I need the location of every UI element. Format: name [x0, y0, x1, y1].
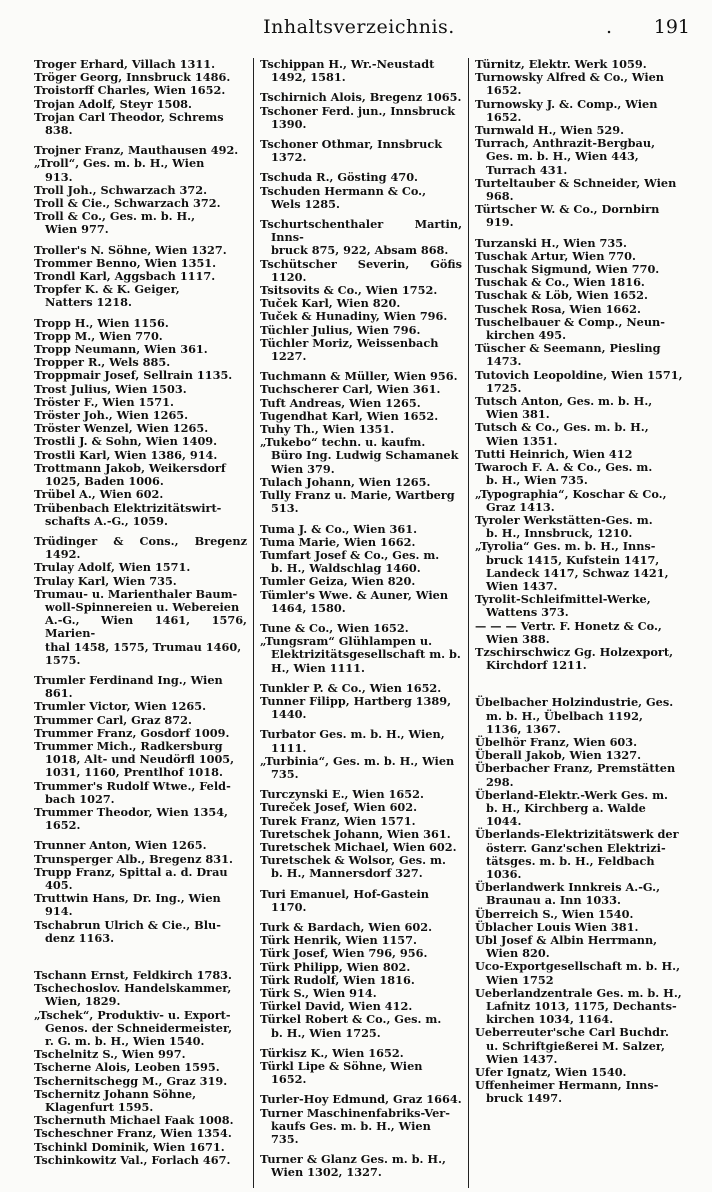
index-entry: Turzanski H., Wien 735.: [475, 235, 627, 250]
index-entry: Tumfart Josef & Co., Ges. m. b. H., Waldschlag 1460.: [260, 547, 440, 576]
index-entry: Trostli J. & Sohn, Wien 1409.: [34, 434, 218, 449]
page-title: Inhaltsverzeichnis.: [263, 16, 455, 38]
index-entry: Trommer Benno, Wien 1351.: [34, 255, 217, 270]
index-entry: Tschinkowitz Val., Forlach 467.: [34, 1152, 231, 1167]
index-entry: Überreich S., Wien 1540.: [475, 906, 634, 921]
index-entry: Tuchmann & Müller, Wien 956.: [260, 369, 458, 384]
index-entry: Trojner Franz, Mauthausen 492.: [34, 143, 239, 158]
index-entry: Trumler Victor, Wien 1265.: [34, 699, 207, 714]
index-entry: Turetschek Johann, Wien 361.: [260, 826, 451, 841]
index-entry: Turteltauber & Schneider, Wien 968.: [475, 175, 677, 204]
index-entry: Tsitsovits & Co., Wien 1752.: [260, 283, 438, 298]
index-entry: Tuft Andreas, Wien 1265.: [260, 395, 421, 410]
index-entry: Tutovich Leopoldine, Wien 1571, 1725.: [475, 367, 683, 395]
index-entry: Turk & Bardach, Wien 602.: [260, 919, 433, 934]
index-entry: Tropp H., Wien 1156.: [34, 315, 169, 330]
index-entry: Tuček & Hunadiny, Wien 796.: [260, 309, 448, 324]
index-entry: Turi Emanuel, Hof-Gastein 1170.: [260, 886, 430, 914]
index-entry: Tuma J. & Co., Wien 361.: [260, 521, 418, 536]
index-entry: Tschuden Hermann & Co., Wels 1285.: [260, 183, 427, 211]
index-entry: Trüdinger & Cons., Bregenz 1492.: [34, 533, 247, 562]
index-entry: Tuchscherer Carl, Wien 361.: [260, 382, 441, 397]
index-entry: Türnitz, Elektr. Werk 1059.: [475, 57, 647, 71]
index-entry: Tschernuth Michael Faak 1008.: [34, 1113, 234, 1128]
index-entry: Trummer Mich., Radkersburg 1018, Alt- und Neudörfl 1005, 1031, 1160, Prentlhof 1018.: [34, 738, 235, 780]
index-entry: Tschirnich Alois, Bregenz 1065.: [260, 90, 462, 105]
index-entry: Trottmann Jakob, Weikersdorf 1025, Baden 1006.: [34, 460, 226, 489]
index-entry: „Troll“, Ges. m. b. H., Wien 913.: [34, 156, 205, 184]
index-entry: Tuschak Artur, Wien 770.: [475, 248, 636, 263]
index-entry: Uco-Exportgesellschaft m. b. H., Wien 1752: [475, 959, 681, 987]
index-entry: Tschann Ernst, Feldkirch 1783.: [34, 968, 232, 982]
index-entry: Tuček Karl, Wien 820.: [260, 296, 401, 311]
index-entry: Trostli Karl, Wien 1386, 914.: [34, 447, 218, 462]
index-entry: „Tungsram“ Glühlampen u. Elektrizitätsgesellschaft m. b. H., Wien 1111.: [260, 634, 461, 675]
index-entry: Tschuda R., Gösting 470.: [260, 170, 418, 185]
index-entry: Tschütscher Severin, Göfis 1120.: [260, 256, 462, 284]
index-entry: Tyrolit-Schleifmittel-Werke, Wattens 373.: [475, 592, 651, 620]
index-entry: Troistorff Charles, Wien 1652.: [34, 83, 226, 98]
index-entry: Üblacher Louis Wien 381.: [475, 919, 639, 934]
index-entry: Tugendhat Karl, Wien 1652.: [260, 408, 439, 423]
index-entry: Tschinkl Dominik, Wien 1671.: [34, 1139, 225, 1154]
index-entry: Tschoner Ferd. jun., Innsbruck 1390.: [260, 103, 456, 131]
index-entry: Tscheschner Franz, Wien 1354.: [34, 1126, 232, 1141]
index-entry: Tröger Georg, Innsbruck 1486.: [34, 70, 231, 85]
index-entry: Tutsch & Co., Ges. m. b. H., Wien 1351.: [475, 420, 649, 448]
index-entry: Türk Rudolf, Wien 1816.: [260, 972, 415, 987]
index-entry: Trummer Theodor, Wien 1354, 1652.: [34, 804, 228, 833]
index-entry: Tutti Heinrich, Wien 412: [475, 446, 633, 461]
index-entry: Ubl Josef & Albin Herrmann, Wien 820.: [475, 933, 658, 961]
index-entry: Tuma Marie, Wien 1662.: [260, 534, 416, 549]
index-entry: Tröster F., Wien 1571.: [34, 394, 174, 409]
index-entry: Ufer Ignatz, Wien 1540.: [475, 1065, 627, 1080]
index-entry: Trunner Anton, Wien 1265.: [34, 838, 207, 853]
index-entry: Trupp Franz, Spittal a. d. Drau 405.: [34, 864, 228, 892]
index-entry: Trübenbach Elektrizitätswirt- schafts A.-G., 1059.: [34, 500, 222, 528]
index-entry: Truttwin Hans, Dr. Ing., Wien 914.: [34, 891, 221, 919]
index-entry: Tzschirschwicz Gg. Holzexport, Kirchdorf 1211.: [475, 644, 673, 673]
index-entry: Türtscher W. & Co., Dornbirn 919.: [475, 202, 660, 230]
index-entry: „Turbinia“, Ges. m. b. H., Wien 735.: [260, 753, 455, 781]
index-entry: Trummer Franz, Gosdorf 1009.: [34, 725, 230, 740]
index-entry: Türk Philipp, Wien 802.: [260, 959, 411, 974]
index-entry: „Tukebo“ techn. u. kaufm. Büro Ing. Ludwig Schamanek Wien 379.: [260, 435, 459, 476]
index-entry: Tschernitschegg M., Graz 319.: [34, 1073, 228, 1088]
index-entry: Troll & Co., Ges. m. b. H., Wien 977.: [34, 209, 196, 237]
index-entry: Türk Henrik, Wien 1157.: [260, 933, 417, 948]
index-entry: Trojan Adolf, Steyr 1508.: [34, 96, 192, 111]
index-entry: Tropper R., Wels 885.: [34, 355, 171, 370]
index-entry: Turler-Hoy Edmund, Graz 1664.: [260, 1092, 462, 1107]
index-entry: Tropp M., Wien 770.: [34, 328, 163, 343]
index-entry: Tuschak Sigmund, Wien 770.: [475, 262, 660, 277]
index-entry: Tschelnitz S., Wien 997.: [34, 1047, 186, 1062]
index-entry: Überlands-Elektrizitätswerk der österr. Ganz'schen Elektrizi- tätsges. m. b. H., Feldbach 1036.: [475, 827, 679, 881]
index-entry: Tune & Co., Wien 1652.: [260, 620, 409, 635]
index-entry: Trondl Karl, Aggsbach 1117.: [34, 269, 216, 284]
index-entry: Trulay Karl, Wien 735.: [34, 573, 177, 588]
index-entry: Tröster Joh., Wien 1265.: [34, 408, 189, 423]
index-entry: Türkisz K., Wien 1652.: [260, 1045, 404, 1060]
index-entry: Tuschak & Co., Wien 1816.: [475, 275, 645, 290]
index-entry: Turbator Ges. m. b. H., Wien, 1111.: [260, 727, 445, 755]
index-entry: Ueberlandzentrale Ges. m. b. H., Lafnitz 1013, 1175, Dechants- kirchen 1034, 1164.: [475, 985, 682, 1027]
index-entry: Turetschek & Wolsor, Ges. m. b. H., Mannersdorf 327.: [260, 853, 446, 881]
index-entry: Tümler's Wwe. & Auner, Wien 1464, 1580.: [260, 587, 449, 615]
index-entry: Tuschek Rosa, Wien 1662.: [475, 301, 641, 316]
index-entry: Turnwald H., Wien 529.: [475, 123, 625, 138]
index-entry: Tyroler Werkstätten-Ges. m. b. H., Innsbruck, 1210.: [475, 512, 653, 541]
index-entry: „Typographia“, Koschar & Co., Graz 1413.: [475, 486, 667, 514]
index-columns: [34, 58, 706, 1188]
index-entry: „Tyrolia“ Ges. m. b. H., Inns- bruck 1415, Kufstein 1417, Landeck 1417, Schwaz 1421, Wien 1437.: [475, 539, 669, 593]
index-entry: Troger Erhard, Villach 1311.: [34, 57, 216, 71]
index-entry: Turnowsky Alfred & Co., Wien 1652.: [475, 70, 665, 98]
index-entry: Turetschek Michael, Wien 602.: [260, 839, 457, 854]
index-entry: Trost Julius, Wien 1503.: [34, 381, 187, 396]
index-entry: Turek Franz, Wien 1571.: [260, 813, 416, 828]
index-entry: Tschurtschenthaler Martin, Inns- bruck 875, 922, Absam 868.: [260, 217, 462, 258]
header-mark: .: [605, 16, 612, 38]
index-entry: Twaroch F. A. & Co., Ges. m. b. H., Wien 735.: [475, 460, 653, 488]
index-entry: Überbacher Franz, Premstätten 298.: [475, 761, 676, 789]
page-header: [28, 14, 690, 50]
index-entry: — — — Vertr. F. Honetz & Co., Wien 388.: [475, 618, 662, 646]
index-entry: Tully Franz u. Marie, Wartberg 513.: [260, 488, 455, 516]
index-column-right: [469, 58, 706, 1188]
index-entry: Übelbacher Holzindustrie, Ges. m. b. H., Übelbach 1192, 1136, 1367.: [475, 695, 674, 736]
index-entry: Überland-Elektr.-Werk Ges. m. b. H., Kirchberg a. Walde 1044.: [475, 787, 668, 829]
index-entry: Trojan Carl Theodor, Schrems 838.: [34, 109, 224, 138]
index-entry: Tüchler Moriz, Weissenbach 1227.: [260, 335, 439, 364]
index-entry: Trulay Adolf, Wien 1571.: [34, 560, 191, 575]
index-entry: Tropfer K. & K. Geiger, Natters 1218.: [34, 282, 180, 310]
index-entry: Türk S., Wien 914.: [260, 986, 377, 1000]
index-entry: Troppmair Josef, Sellrain 1135.: [34, 368, 233, 383]
index-entry: Tüscher & Seemann, Piesling 1473.: [475, 341, 661, 369]
index-entry: Trunsperger Alb., Bregenz 831.: [34, 851, 233, 866]
index-entry: Tschippan H., Wr.-Neustadt 1492, 1581.: [260, 57, 435, 85]
index-entry: Tropp Neumann, Wien 361.: [34, 342, 208, 357]
index-entry: Tröster Wenzel, Wien 1265.: [34, 421, 209, 436]
index-entry: Turner & Glanz Ges. m. b. H., Wien 1302, 1327.: [260, 1152, 446, 1180]
index-entry: Tuhy Th., Wien 1351.: [260, 422, 395, 437]
index-entry: Tumler Geiza, Wien 820.: [260, 574, 416, 589]
index-entry: Turnowsky J. &. Comp., Wien 1652.: [475, 96, 658, 124]
index-column-middle: [253, 58, 469, 1188]
index-entry: Turner Maschinenfabriks-Ver- kaufs Ges. m. b. H., Wien 735.: [260, 1105, 450, 1147]
page-number: 191: [653, 16, 690, 38]
index-entry: Tscherne Alois, Leoben 1595.: [34, 1060, 220, 1075]
index-entry: Troller's N. Söhne, Wien 1327.: [34, 242, 227, 257]
index-entry: Trummer Carl, Graz 872.: [34, 712, 192, 727]
index-entry: Übelhör Franz, Wien 603.: [475, 734, 638, 749]
index-entry: Tulach Johann, Wien 1265.: [260, 474, 431, 489]
index-entry: Troll Joh., Schwarzach 372.: [34, 182, 207, 197]
index-entry: Turczynski E., Wien 1652.: [260, 787, 424, 802]
index-entry: Tunkler P. & Co., Wien 1652.: [260, 680, 442, 695]
index-entry: Tutsch Anton, Ges. m. b. H., Wien 381.: [475, 394, 653, 422]
index-entry: Überall Jakob, Wien 1327.: [475, 748, 642, 763]
index-entry: Troll & Cie., Schwarzach 372.: [34, 196, 221, 211]
index-entry: Tschoner Othmar, Innsbruck 1372.: [260, 137, 443, 165]
index-entry: Überlandwerk Innkreis A.-G., Braunau a. Inn 1033.: [475, 880, 660, 908]
index-entry: Turrach, Anthrazit-Bergbau, Ges. m. b. H., Wien 443, Turrach 431.: [475, 136, 656, 177]
index-entry: Tunner Filipp, Hartberg 1389, 1440.: [260, 693, 452, 722]
index-entry: Tuschak & Löb, Wien 1652.: [475, 288, 648, 303]
index-entry: Trübel A., Wien 602.: [34, 487, 164, 502]
index-entry: Trumau- u. Marienthaler Baum- woll-Spinnereien u. Webereien A.-G., Wien 1461, 1576, Marien- thal 1458, 1575, Trumau 1460, 1575.: [34, 586, 247, 667]
index-entry: Türk Josef, Wien 796, 956.: [260, 946, 428, 961]
index-entry: Türkel David, Wien 412.: [260, 999, 413, 1014]
index-entry: „Tschek“, Produktiv- u. Export- Genos. der Schneidermeister, r. G. m. b. H., Wien 1540.: [34, 1007, 233, 1049]
index-entry: Tureček Josef, Wien 602.: [260, 800, 418, 815]
index-entry: Tschechoslov. Handelskammer, Wien, 1829.: [34, 981, 232, 1009]
index-entry: Tüchler Julius, Wien 796.: [260, 322, 421, 337]
index-entry: Ueberreuter'sche Carl Buchdr. u. Schriftgießerei M. Salzer, Wien 1437.: [475, 1025, 669, 1066]
index-column-left: [34, 58, 253, 1188]
index-entry: Uffenheimer Hermann, Inns- bruck 1497.: [475, 1078, 659, 1106]
index-entry: Trummer's Rudolf Wtwe., Feld- bach 1027.: [34, 778, 231, 806]
index-entry: Tuschelbauer & Comp., Neun- kirchen 495.: [475, 314, 665, 343]
index-entry: Tschernitz Johann Söhne, Klagenfurt 1595.: [34, 1086, 197, 1115]
index-entry: Trumler Ferdinand Ing., Wien 861.: [34, 672, 223, 701]
index-entry: Türkl Lipe & Söhne, Wien 1652.: [260, 1059, 423, 1087]
index-entry: Türkel Robert & Co., Ges. m. b. H., Wien 1725.: [260, 1012, 442, 1040]
index-entry: Tschabrun Ulrich & Cie., Blu- denz 1163.: [34, 917, 221, 945]
